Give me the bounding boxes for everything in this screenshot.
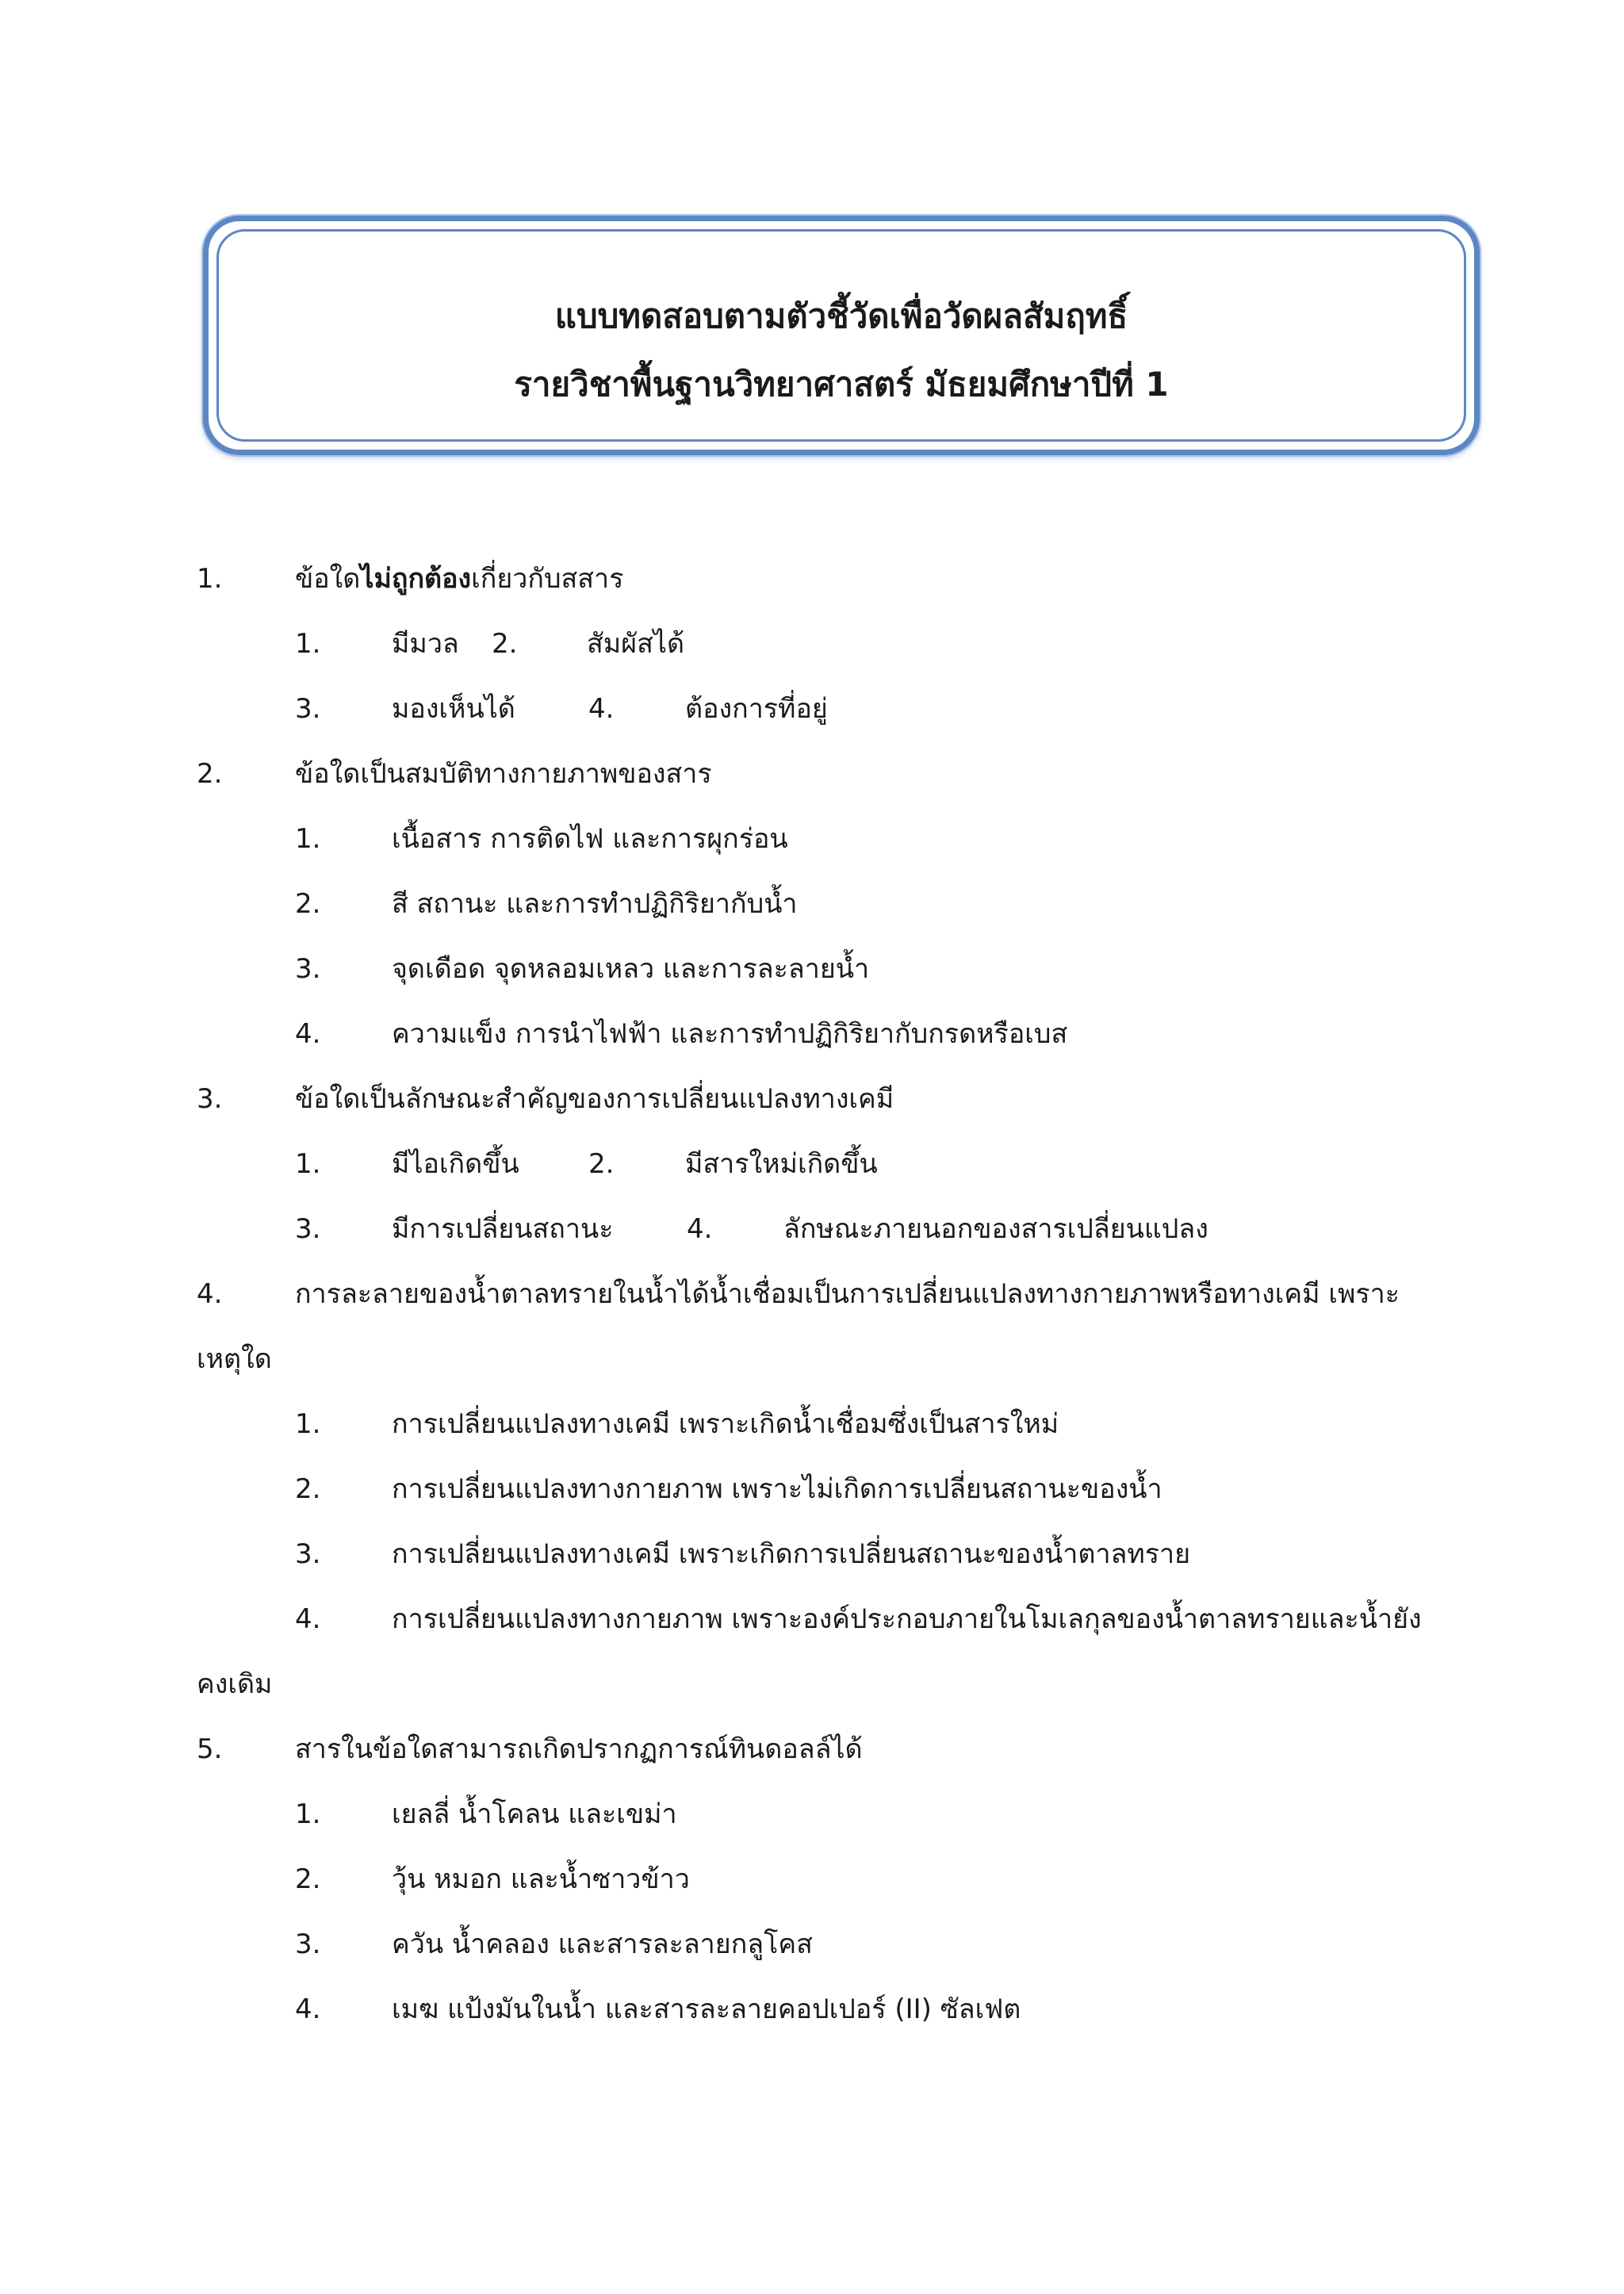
question-4-choice-1-text: การเปลี่ยนแปลงทางเคมี เพราะเกิดน้ำเชื่อมซึ่งเป็นสารใหม่ <box>392 1408 1059 1440</box>
question-4-choice-2-number: 2. <box>295 1473 321 1505</box>
question-5-choice-3-number: 3. <box>295 1928 321 1960</box>
question-5-choice-4-number: 4. <box>295 1993 321 2025</box>
question-4-choice-3-number: 3. <box>295 1538 321 1570</box>
question-5-choice-2-number: 2. <box>295 1863 321 1895</box>
question-4-text: การละลายของน้ำตาลทรายในน้ำได้น้ำเชื่อมเป็นการเปลี่ยนแปลงทางกายภาพหรือทางเคมี เพราะ <box>295 1278 1400 1310</box>
question-2-choice-1-number: 1. <box>295 823 321 855</box>
question-1-emphasis: ไม่ถูกต้อง <box>360 563 472 595</box>
question-2-text: ข้อใดเป็นสมบัติทางกายภาพของสาร <box>295 758 712 790</box>
question-3-choice-3-text: มีการเปลี่ยนสถานะ <box>392 1213 614 1245</box>
question-1-choice-4-number: 4. <box>588 693 615 725</box>
page-subtitle: รายวิชาพื้นฐานวิทยาศาสตร์ มัธยมศึกษาปีที่ 1 <box>514 365 1169 404</box>
question-3-choice-4-text: ลักษณะภายนอกของสารเปลี่ยนแปลง <box>783 1213 1208 1245</box>
title-box <box>203 216 1480 455</box>
page-title: แบบทดสอบตามตัวชี้วัดเพื่อวัดผลสัมฤทธิ์ <box>554 297 1128 335</box>
question-5-text: สารในข้อใดสามารถเกิดปรากฏการณ์ทินดอลล์ได้ <box>295 1733 863 1765</box>
question-1-number: 1. <box>197 563 223 595</box>
question-2-choice-4-text: ความแข็ง การนำไฟฟ้า และการทำปฏิกิริยากับกรดหรือเบส <box>392 1018 1068 1050</box>
question-4-choice-4-text-continued: คงเดิม <box>197 1668 273 1700</box>
question-3-choice-2-text: มีสารใหม่เกิดขึ้น <box>685 1148 878 1180</box>
question-2-choice-3-text: จุดเดือด จุดหลอมเหลว และการละลายน้ำ <box>392 953 870 985</box>
question-5-number: 5. <box>197 1733 223 1765</box>
question-2-choice-4-number: 4. <box>295 1018 321 1050</box>
question-1-choice-3-text: มองเห็นได้ <box>392 693 515 725</box>
question-3-text: ข้อใดเป็นลักษณะสำคัญของการเปลี่ยนแปลงทางเคมี <box>295 1083 894 1115</box>
question-4-choice-4-number: 4. <box>295 1603 321 1635</box>
question-1-choice-4-text: ต้องการที่อยู่ <box>685 693 828 725</box>
question-1-choice-1-number: 1. <box>295 628 321 660</box>
question-1-text <box>295 560 623 598</box>
question-5-choice-2-text: วุ้น หมอก และน้ำซาวข้าว <box>392 1863 690 1895</box>
question-5-choice-3-text: ควัน น้ำคลอง และสารละลายกลูโคส <box>392 1928 813 1960</box>
question-5-choice-1-text: เยลลี่ น้ำโคลน และเขม่า <box>392 1798 677 1830</box>
question-5-choice-1-number: 1. <box>295 1798 321 1830</box>
question-3-choice-1-number: 1. <box>295 1148 321 1180</box>
question-2-choice-2-text: สี สถานะ และการทำปฏิกิริยากับน้ำ <box>392 888 798 920</box>
question-5-choice-4-text: เมฆ แป้งมันในน้ำ และสารละลายคอปเปอร์ (II) ซัลเฟต <box>392 1993 1021 2025</box>
question-2-number: 2. <box>197 758 223 790</box>
question-3-choice-4-number: 4. <box>687 1213 713 1245</box>
question-4-number: 4. <box>197 1278 223 1310</box>
question-1-choice-2-number: 2. <box>492 628 518 660</box>
question-4-choice-2-text: การเปลี่ยนแปลงทางกายภาพ เพราะไม่เกิดการเปลี่ยนสถานะของน้ำ <box>392 1473 1162 1505</box>
question-3-choice-2-number: 2. <box>588 1148 615 1180</box>
question-1-choice-1-text: มีมวล <box>392 628 459 660</box>
question-2-choice-3-number: 3. <box>295 953 321 985</box>
question-1-choice-3-number: 3. <box>295 693 321 725</box>
question-1-text-after: เกี่ยวกับสสาร <box>471 563 624 595</box>
question-4-choice-4-text: การเปลี่ยนแปลงทางกายภาพ เพราะองค์ประกอบภายในโมเลกุลของน้ำตาลทรายและน้ำยัง <box>392 1603 1422 1635</box>
question-4-choice-1-number: 1. <box>295 1408 321 1440</box>
question-4-text-continued: เหตุใด <box>197 1343 272 1375</box>
question-3-number: 3. <box>197 1083 223 1115</box>
question-2-choice-2-number: 2. <box>295 888 321 920</box>
question-1-text-before: ข้อใด <box>295 563 361 595</box>
question-2-choice-1-text: เนื้อสาร การติดไฟ และการผุกร่อน <box>392 823 788 855</box>
question-3-choice-1-text: มีไอเกิดขึ้น <box>392 1148 519 1180</box>
question-4-choice-3-text: การเปลี่ยนแปลงทางเคมี เพราะเกิดการเปลี่ยนสถานะของน้ำตาลทราย <box>392 1538 1191 1570</box>
question-3-choice-3-number: 3. <box>295 1213 321 1245</box>
question-1-choice-2-text: สัมผัสได้ <box>587 628 685 660</box>
